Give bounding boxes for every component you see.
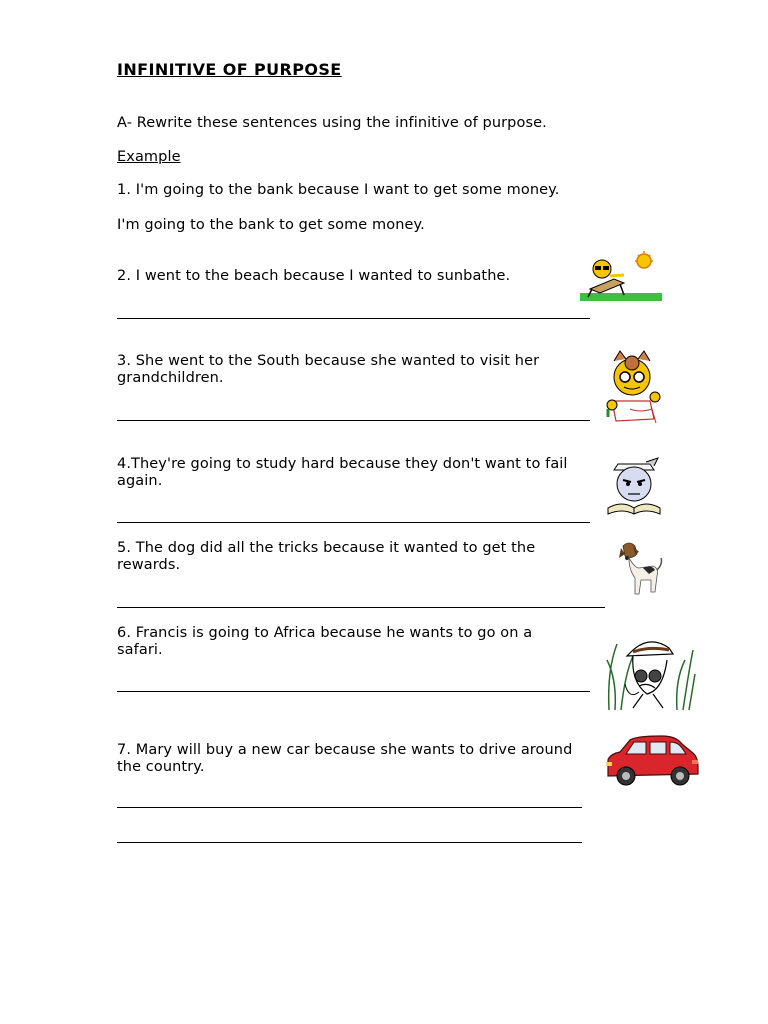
answer-line-4[interactable]	[117, 522, 590, 523]
answer-line-2[interactable]	[117, 318, 590, 319]
safari-explorer-icon	[603, 630, 697, 712]
studying-smiley-icon	[602, 454, 666, 518]
dog-icon	[613, 540, 663, 598]
question-3: 3. She went to the South because she wanted to visit her grandchildren.	[117, 353, 540, 386]
red-car-icon	[602, 734, 702, 790]
example-sentence: 1. I'm going to the bank because I want to get some money.	[117, 182, 560, 198]
answer-line-7b[interactable]	[117, 842, 582, 843]
answer-line-7a[interactable]	[117, 807, 582, 808]
answer-line-3[interactable]	[117, 420, 590, 421]
instruction-text: A- Rewrite these sentences using the infinitive of purpose.	[117, 115, 547, 131]
question-7: 7. Mary will buy a new car because she wants to drive around the country.	[117, 742, 573, 775]
question-6: 6. Francis is going to Africa because he wants to go on a safari.	[117, 625, 533, 658]
question-2: 2. I went to the beach because I wanted to sunbathe.	[117, 268, 511, 284]
answer-line-5[interactable]	[117, 607, 605, 608]
answer-line-6[interactable]	[117, 691, 590, 692]
example-answer: I'm going to the bank to get some money.	[117, 217, 425, 233]
example-label: Example	[117, 149, 181, 165]
sunbathing-smiley-icon	[580, 251, 662, 301]
worksheet-title: INFINITIVE OF PURPOSE	[117, 60, 342, 79]
question-4: 4.They're going to study hard because they don't want to fail again.	[117, 456, 568, 489]
question-5: 5. The dog did all the tricks because it wanted to get the rewards.	[117, 540, 536, 573]
grandma-smiley-icon	[600, 349, 664, 427]
